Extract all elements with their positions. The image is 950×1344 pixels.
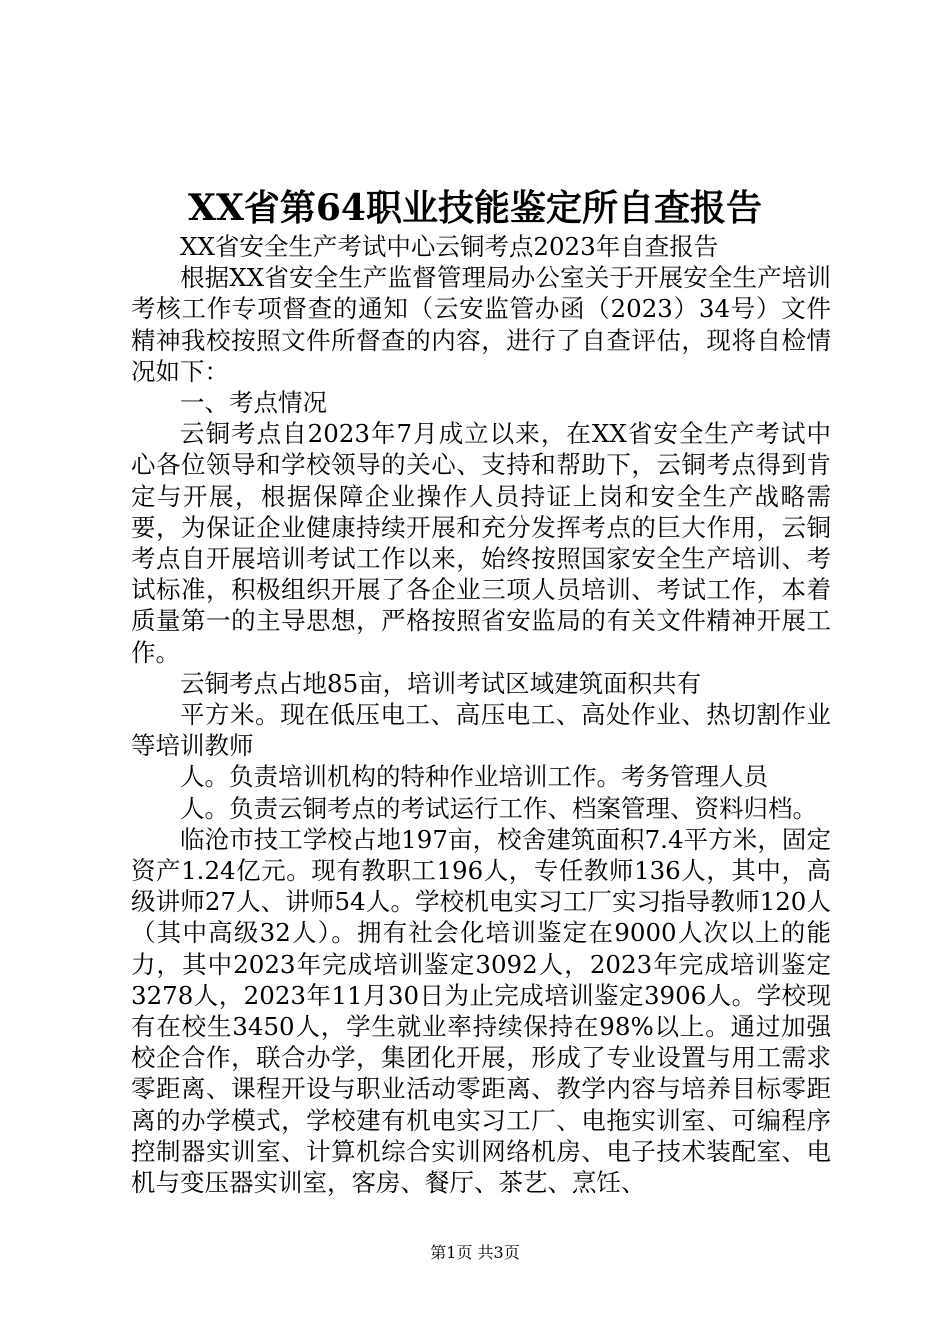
document-title: XX省第64职业技能鉴定所自查报告 [188, 187, 762, 229]
document-body [131, 231, 831, 1198]
paragraph-school: 临沧市技工学校占地197亩，校舍建筑面积7.4平方米，固定资产1.24亿元。现有教职工196人，专任教师136人，其中，高级讲师27人、讲师54人。学校机电实习工厂实习指导教师120人（其中高级32人）。拥有社会化培训鉴定在9000人次以上的能力，其中2023年完成培训鉴定3092人，2023年完成培训鉴定3278人，2023年11月30日为止完成培训鉴定3906人。学校现有在校生3450人，学生就业率持续保持在98%以上。通过加强校企合作，联合办学，集团化开展，形成了专业设置与用工需求零距离、课程开设与职业活动零距离、教学内容与培养目标零距离的办学模式，学校建有机电实习工厂、电拖实训室、可编程序控制器实训室、计算机综合实训网络机房、电子技术装配室、电机与变压器实训室，客房、餐厅、茶艺、烹饪、 [131, 824, 831, 1198]
paragraph-duties: 人。负责云铜考点的考试运行工作、档案管理、资料归档。 [180, 793, 817, 823]
paragraph-area: 云铜考点占地85亩，培训考试区域建筑面积共有 [180, 668, 702, 698]
paragraph-heading-line: XX省安全生产考试中心云铜考点2023年自查报告 [180, 232, 719, 261]
paragraph-exam-site: 云铜考点自2023年7月成立以来，在XX省安全生产考试中心各位领导和学校领导的关心、支持和帮助下，云铜考点得到肯定与开展，根据保障企业操作人员持证上岗和安全生产战略需要，为保证企业健康持续开展和充分发挥考点的巨大作用，云铜考点自开展培训考试工作以来，始终按照国家安全生产培训、考试标准，积极组织开展了各企业三项人员培训、考试工作，本着质量第一的主导思想，严格按照省安监局的有关文件精神开展工作。 [131, 419, 831, 667]
page-footer: 第1页 共3页 [430, 1243, 520, 1262]
paragraph-staff: 人。负责培训机构的特种作业培训工作。考务管理人员 [180, 762, 768, 792]
paragraph-intro: 根据XX省安全生产监督管理局办公室关于开展安全生产培训考核工作专项督查的通知（云安监管办函（2023）34号）文件精神我校按照文件所督查的内容，进行了自查评估，现将自检情况如下： [131, 263, 831, 386]
paragraph-teachers: 平方米。现在低压电工、高压电工、高处作业、热切割作业等培训教师 [131, 700, 831, 761]
section-heading: 一、考点情况 [180, 388, 327, 418]
